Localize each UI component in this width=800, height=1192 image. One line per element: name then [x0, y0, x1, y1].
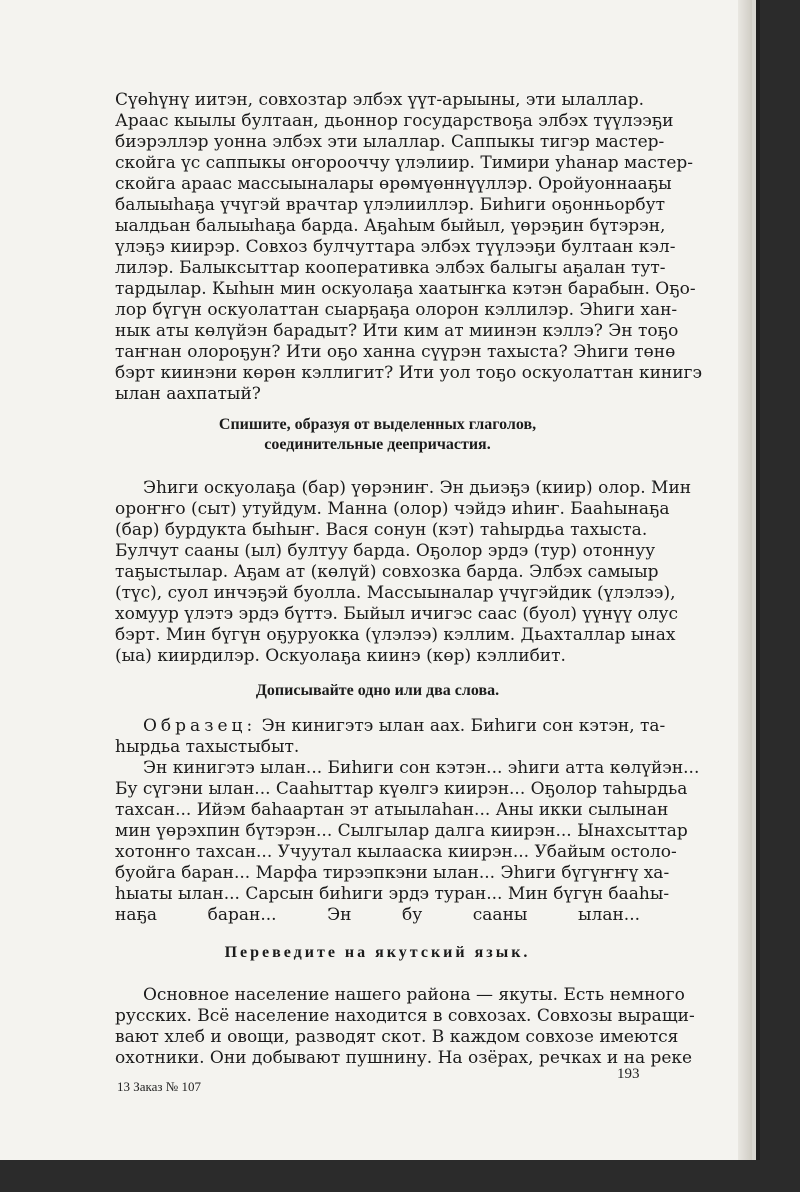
text-line [115, 716, 666, 737]
text-line: (ыа) киирдилэр. Оскуолаҕа киинэ (көр) кэллибит. [115, 646, 566, 666]
paragraph-yakut-text [115, 90, 702, 405]
heading-line: Спишите, образуя от выделенных глаголов, [218, 416, 537, 433]
text-line: Сүөһүнү иитэн, совхозтар элбэх үүт-арыыны, эти ылаллар. [115, 90, 645, 110]
text-line: таҕыстылар. Аҕам ат (көлүй) совхозка барда. Элбэх самыыр [115, 562, 659, 582]
text-line: ыалдьан балыыһаҕа барда. Аҕаһым быйыл, үөрэҕин бүтэрэн, [115, 216, 666, 236]
text-line: ылан аахпатый? [115, 384, 261, 404]
page-number: 193 [617, 1066, 640, 1082]
text-line: (түс), суол инчэҕэй буолла. Массыыналар үчүгэйдик (үлэлээ), [115, 583, 676, 603]
text-line: русских. Всё население находится в совхозах. Совхозы выращи- [115, 1006, 695, 1026]
text-line: буойга баран... Марфа тирээпкэни ылан... Эһиги бүгүҥҥү ха- [115, 863, 670, 883]
paragraph-russian-text [115, 985, 695, 1069]
text-line: биэрэллэр уонна элбэх эти ылаллар. Саппыкы тигэр мастер- [115, 132, 665, 152]
sample-text: Эн кинигэтэ ылан аах. Биһиги сон кэтэн, та- [261, 716, 666, 736]
text-line: Араас кыылы бултаан, дьоннор государствоҕа элбэх түүлээҕи [115, 111, 674, 131]
text-line: скойга араас массыыналары өрөмүөннүүллэр. Оройуоннааҕы [115, 174, 672, 194]
text-line: Бу сүгэни ылан... Сааһыттар күөлгэ киирэн... Оҕолор таһырдьа [115, 779, 688, 799]
text-line: таҥнан олороҕун? Ити оҕо ханна сүүрэн тахыста? Эһиги төнө [115, 342, 676, 362]
paragraph-exercise-text [115, 478, 692, 667]
heading-line: Переведите на якутский язык. [224, 944, 531, 961]
text-line: Эһиги оскуолаҕа (бар) үөрэниҥ. Эн дьиэҕэ (киир) олор. Мин [143, 478, 692, 498]
text-line: ороҥҥо (сыт) утуйдум. Манна (олор) чэйдэ иһиҥ. Бааһынаҕа [115, 499, 670, 519]
text-line: мин үөрэхпин бүтэрэн... Сылгылар далга киирэн... Ынахсыттар [115, 821, 688, 841]
text-line: хотонҥо тахсан... Учуутал кылааска киирэн... Убайым остоло- [115, 842, 677, 862]
text-line: үлэҕэ киирэр. Совхоз булчуттара элбэх түүлээҕи бултаан кэл- [115, 237, 676, 257]
text-line: Булчут сааны (ыл) бултуу барда. Оҕолор эрдэ (тур) отоннуу [115, 541, 656, 561]
text-line: скойга үс саппыкы оҥорооччу үлэлиир. Тимири уһанар мастер- [115, 153, 694, 173]
text-line: бэрт. Мин бүгүн оҕуруокка (үлэлээ) кэллим. Дьахталлар ынах [115, 625, 676, 645]
text-line: Эн кинигэтэ ылан... Биһиги сон кэтэн... эһиги атта көлүйэн... [143, 758, 700, 778]
text-line: тахсан... Ийэм баһаартан эт атыылаһан... Аны икки сылынан [115, 800, 669, 820]
exercise-heading [115, 943, 640, 963]
text-line: һыаты ылан... Сарсын биһиги эрдэ туран... Мин бүгүн бааһы- [115, 884, 670, 904]
paragraph-sample-text [115, 716, 700, 926]
text-line: балыыһаҕа үчүгэй врачтар үлэлииллэр. Биһиги оҕонньорбут [115, 195, 666, 215]
exercise-heading [115, 681, 640, 701]
heading-line: Дописывайте одно или два слова. [255, 682, 500, 699]
text-line: тардылар. Кыһын мин оскуолаҕа хаатыҥка кэтэн барабын. Оҕо- [115, 279, 696, 299]
text-line: нык аты көлүйэн барадыт? Ити ким ат миинэн кэллэ? Эн тоҕо [115, 321, 679, 341]
print-signature: 13 Заказ № 107 [117, 1079, 201, 1094]
text-line: Основное население нашего района — якуты. Есть немного [143, 985, 685, 1005]
text-line: наҕа баран... Эн бу сааны ылан... [115, 905, 640, 925]
sample-label: Образец: [143, 716, 257, 736]
heading-line: соединительные деепричастия. [264, 436, 491, 453]
text-line: вают хлеб и овощи, разводят скот. В каждом совхозе имеются [115, 1027, 679, 1047]
text-line: лилэр. Балыксыттар кооперативка элбэх балыгы аҕалан тут- [115, 258, 666, 278]
text-line: хомуур үлэтэ эрдэ бүттэ. Быйыл ичигэс саас (буол) үүнүү олус [115, 604, 679, 624]
page-edge [738, 0, 752, 1160]
exercise-heading [115, 415, 640, 455]
text-line: бэрт киинэни көрөн кэллигит? Ити уол тоҕо оскуолаттан кинигэ [115, 363, 702, 383]
text-line: лор бүгүн оскуолаттан сыарҕаҕа олорон кэллилэр. Эһиги хан- [115, 300, 678, 320]
text-line: һырдьа тахыстыбыт. [115, 737, 300, 757]
text-line: (бар) бурдукта быһыҥ. Вася сонун (кэт) таһырдьа тахыста. [115, 520, 648, 540]
text-line: охотники. Они добывают пушнину. На озёрах, речках и на реке [115, 1048, 693, 1068]
